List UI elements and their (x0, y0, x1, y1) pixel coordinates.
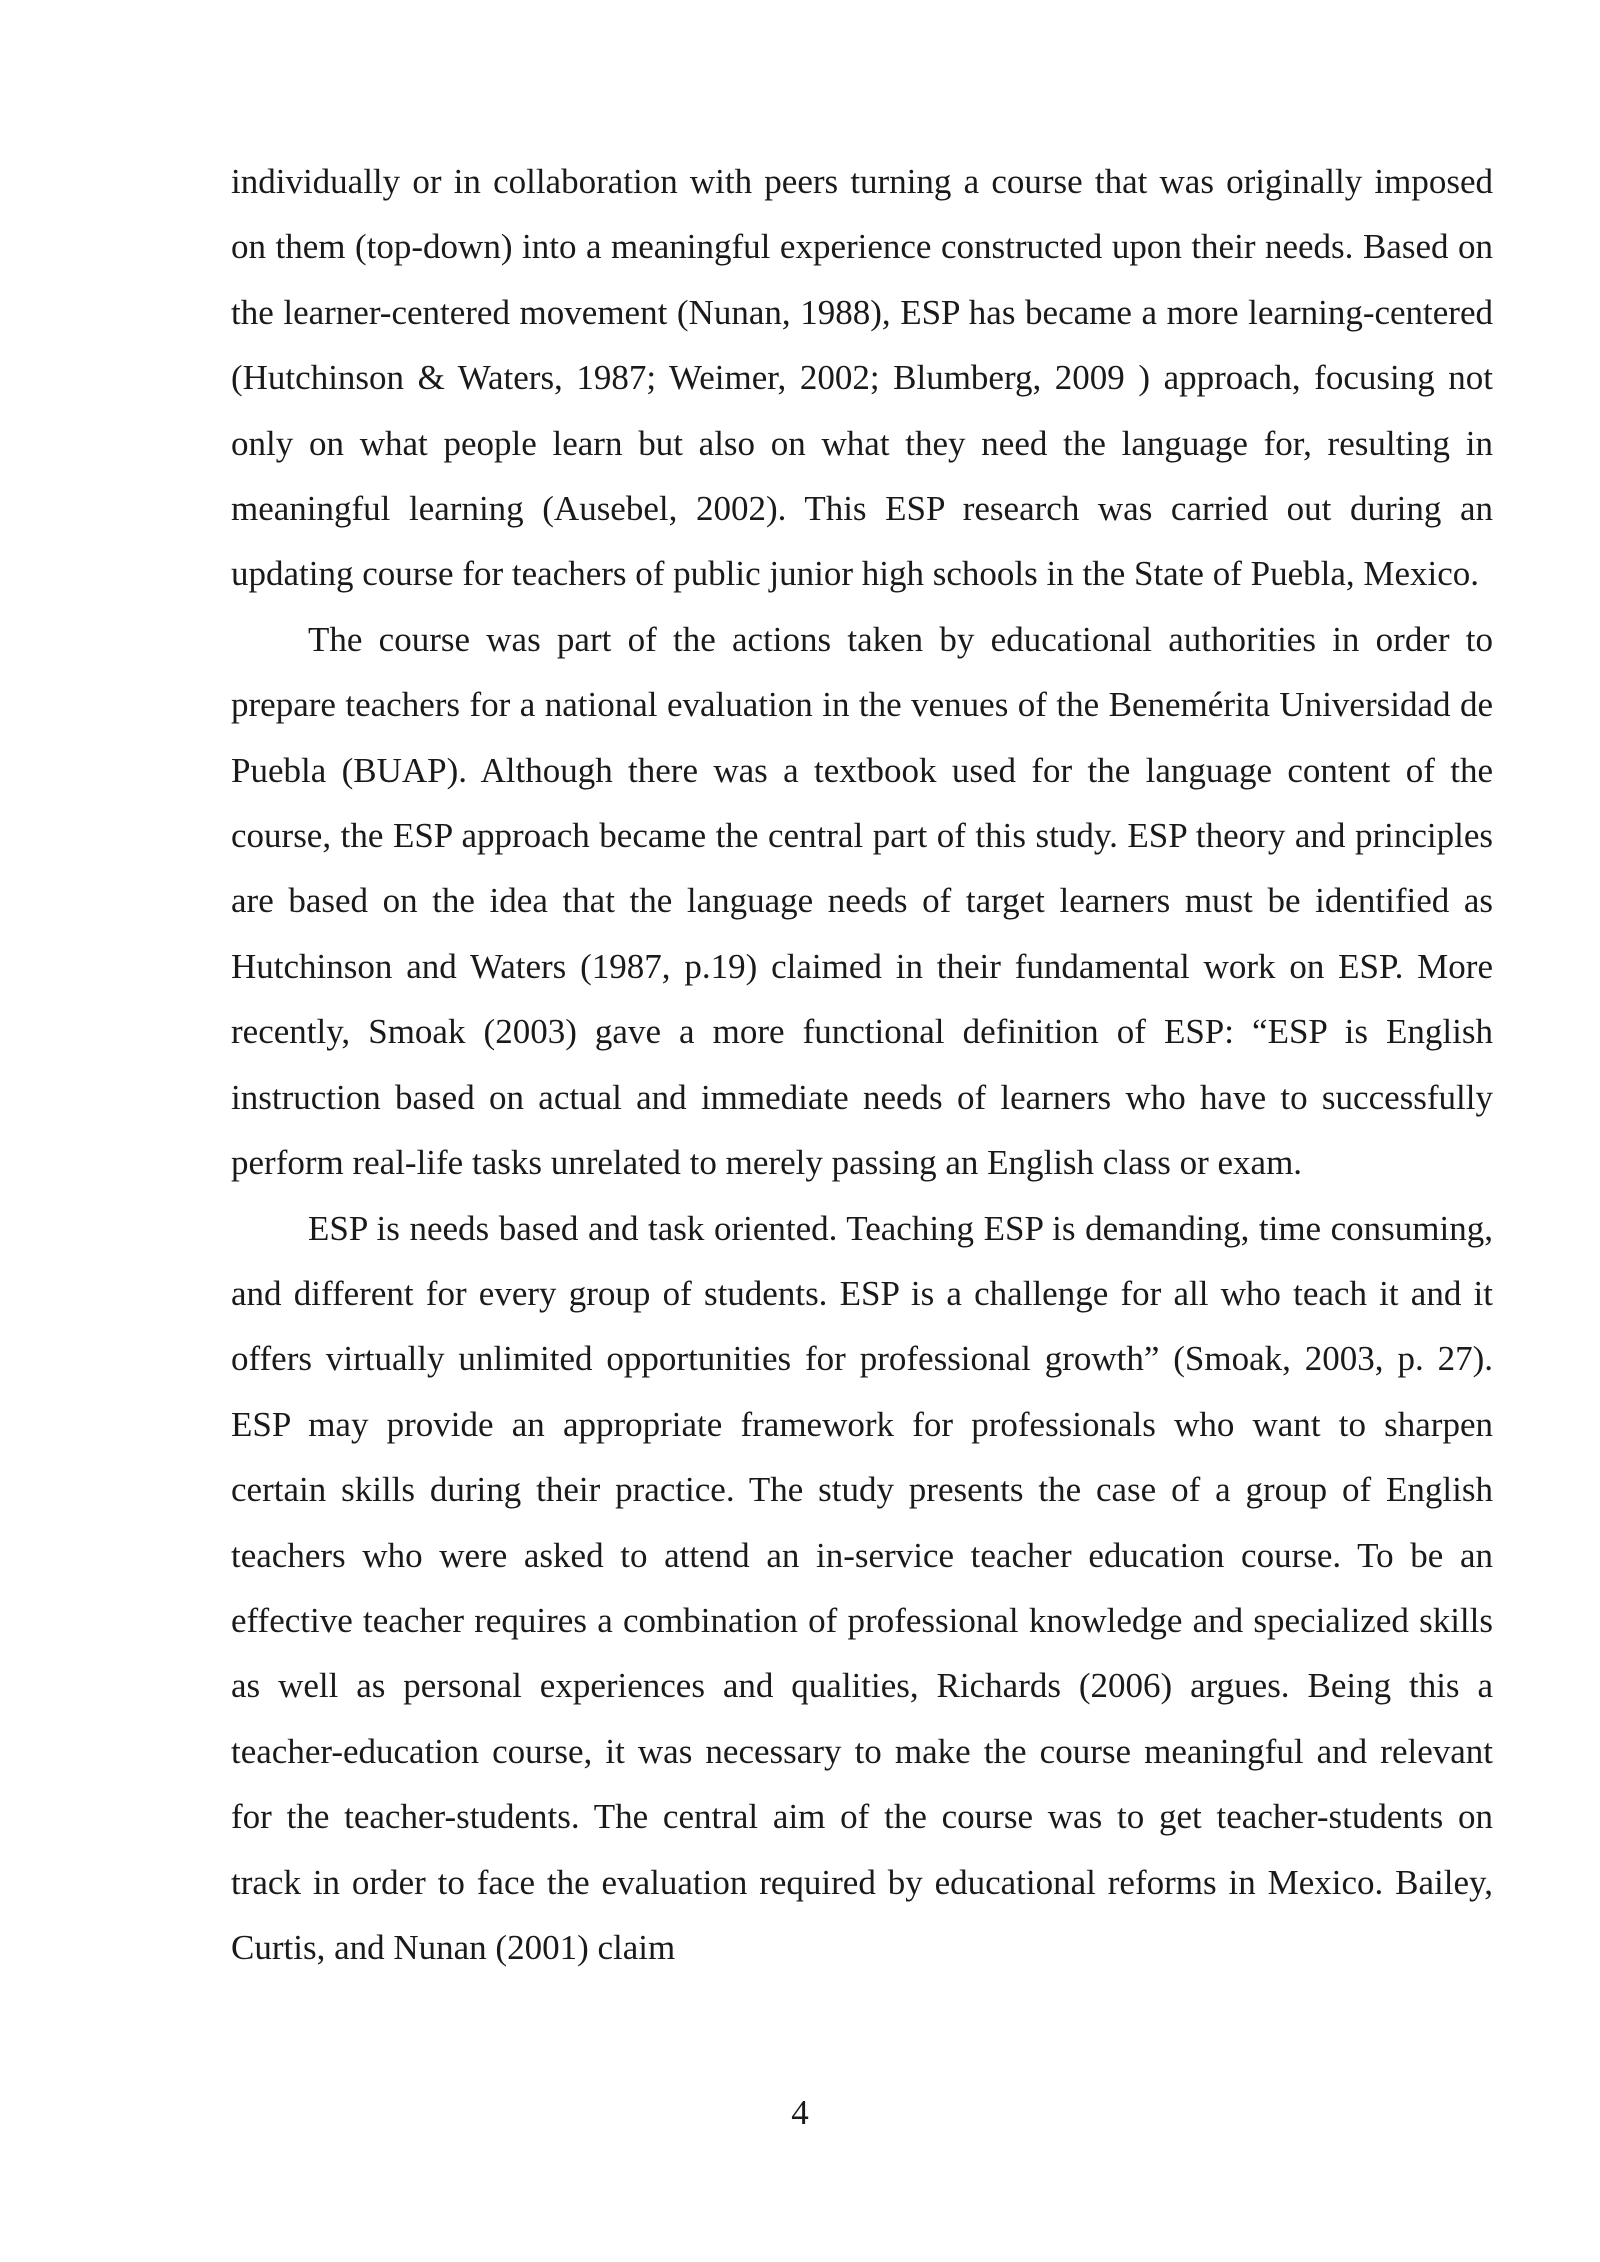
paragraph-3: ESP is needs based and task oriented. Teaching ESP is demanding, time consuming, and different for every group of students. ESP is a challenge for all who teach it and it offers virtually unlimited opportunities for professional growth” (Smoak, 2003, p. 27). ESP may provide an appropriate framework for professionals who want to sharpen certain skills during their practice. The study presents the case of a group of English teachers who were asked to attend an in-service teacher education course. To be an effective teacher requires a combination of professional knowledge and specialized skills as well as personal experiences and qualities, Richards (2006) argues. Being this a teacher-education course, it was necessary to make the course meaningful and relevant for the teacher-students. The central aim of the course was to get teacher-students on track in order to face the evaluation required by educational reforms in Mexico. Bailey, Curtis, and Nunan (2001) claim (231, 1208, 1493, 1967)
paragraph-1: individually or in collaboration with peers turning a course that was originally imposed on them (top-down) into a meaningful experience constructed upon their needs. Based on the learner-centered movement (Nunan, 1988), ESP has became a more learning-centered (Hutchinson & Waters, 1987; Weimer, 2002; Blumberg, 2009 ) approach, focusing not only on what people learn but also on what they need the language for, resulting in meaningful learning (Ausebel, 2002). This ESP research was carried out during an updating course for teachers of public junior high schools in the State of Puebla, Mexico. (231, 162, 1493, 594)
paragraph-2: The course was part of the actions taken by educational authorities in order to prepare teachers for a national evaluation in the venues of the Benemérita Universidad de Puebla (BUAP). Although there was a textbook used for the language content of the course, the ESP approach became the central part of this study. ESP theory and principles are based on the idea that the language needs of target learners must be identified as Hutchinson and Waters (1987, p.19) claimed in their fundamental work on ESP. More recently, Smoak (2003) gave a more functional definition of ESP: “ESP is English instruction based on actual and immediate needs of learners who have to successfully perform real-life tasks unrelated to merely passing an English class or exam. (231, 619, 1493, 1183)
body-text (231, 149, 1493, 1980)
page-number: 4 (791, 2093, 809, 2132)
